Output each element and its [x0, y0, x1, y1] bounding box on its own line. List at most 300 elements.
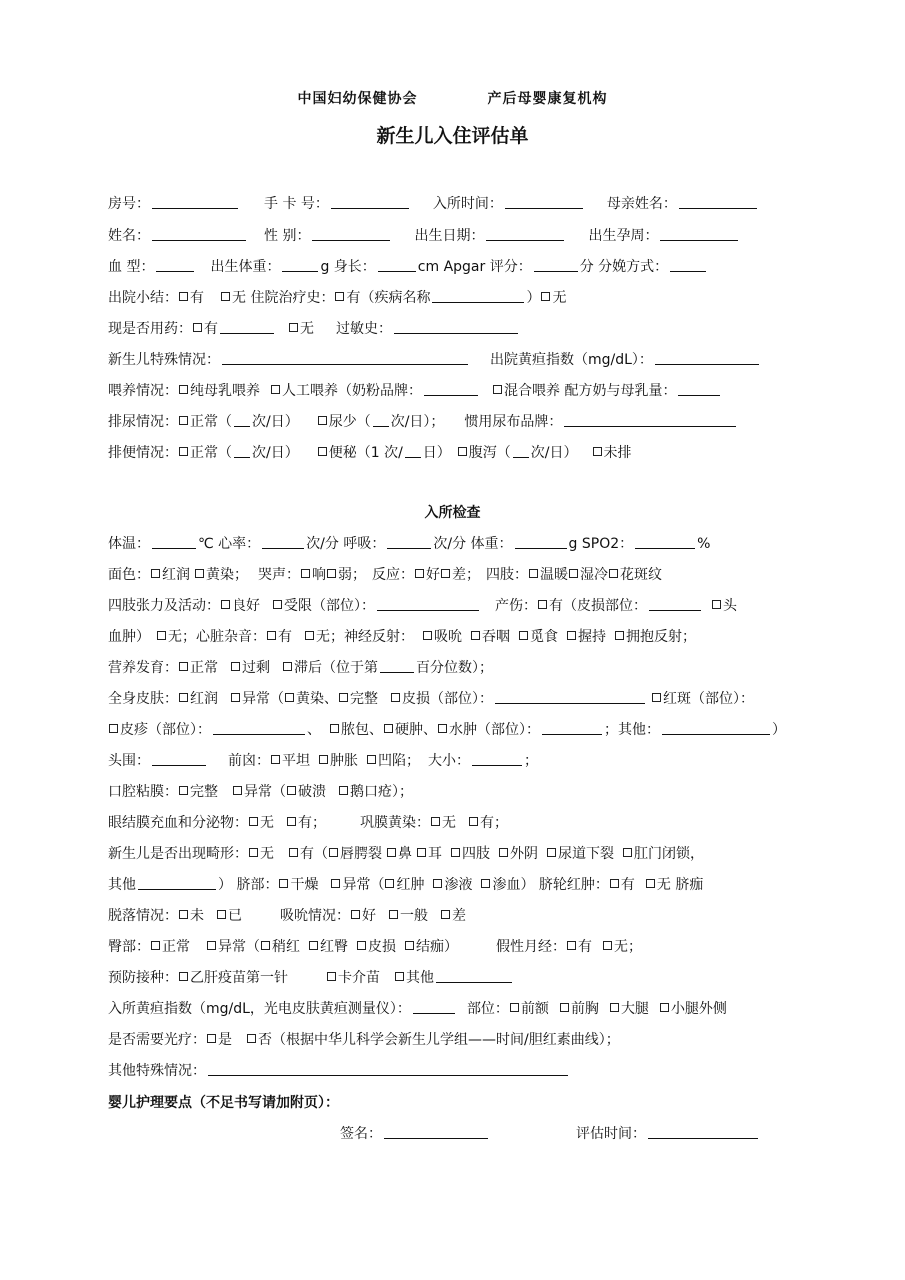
option-slight-red: 稍红	[272, 939, 300, 955]
exam-line-10	[108, 812, 508, 834]
checkbox[interactable]	[151, 569, 160, 578]
option-normal: 正常	[162, 939, 190, 955]
option-skin-injury: 有（皮损部位：	[549, 598, 647, 614]
checkbox[interactable]	[646, 879, 655, 888]
option-ruddy: 红润	[190, 691, 218, 707]
checkbox[interactable]	[610, 879, 619, 888]
checkbox[interactable]	[179, 972, 188, 981]
option-hypospadias: 尿道下裂	[558, 846, 614, 862]
label-length: g 身长：	[320, 259, 376, 275]
admission-jaundice-field[interactable]	[413, 998, 455, 1014]
unit-times-day: 次/日）；	[390, 414, 445, 430]
label-hospital-treatment: 无 住院治疗史：	[232, 290, 335, 306]
option-mixed: 混合喂养 配方奶与母乳量：	[504, 383, 677, 399]
fontanelle-size-field[interactable]	[472, 750, 522, 766]
option-limited: 受限（部位）：	[284, 598, 375, 614]
checkbox[interactable]	[157, 631, 166, 640]
exam-line-5	[108, 657, 493, 679]
form-title: 新生儿入住评估单	[376, 125, 529, 147]
label-pseudo-menses: 假性月经：	[496, 939, 566, 955]
label-respiration: 次/分 呼吸：	[306, 536, 386, 552]
option-lagging: 滞后（位于第	[294, 660, 378, 676]
label-scleral-jaundice: 巩膜黄染：	[360, 815, 430, 831]
checkbox[interactable]	[567, 941, 576, 950]
option-sucking: 吸吮	[434, 629, 462, 645]
head-circumference-field[interactable]	[152, 750, 206, 766]
option-swollen: 肿胀	[330, 753, 358, 769]
option-formula: 人工喂养（奶粉品牌：	[282, 383, 422, 399]
checkbox[interactable]	[287, 817, 296, 826]
exam-line-8	[108, 750, 538, 772]
label-neuro-reflex: 无；神经反射：	[316, 629, 414, 645]
paren-close: ）	[526, 290, 541, 306]
checkbox[interactable]	[287, 786, 296, 795]
checkbox[interactable]	[231, 662, 240, 671]
checkbox[interactable]	[331, 879, 340, 888]
option-forehead: 前额	[520, 1001, 549, 1017]
unit-times-day: 次/日）	[252, 414, 299, 430]
checkbox[interactable]	[249, 848, 258, 857]
checkbox[interactable]	[179, 447, 188, 456]
checkbox[interactable]	[301, 569, 310, 578]
checkbox[interactable]	[357, 941, 366, 950]
option-yellow: 黄染；	[206, 567, 248, 583]
option-good: 好	[362, 908, 376, 924]
label-apgar: cm Apgar 评分：	[417, 259, 532, 275]
checkbox[interactable]	[221, 600, 230, 609]
checkbox[interactable]	[305, 631, 314, 640]
checkbox[interactable]	[179, 292, 188, 301]
option-constipation: 便秘（1 次/	[328, 445, 403, 461]
label-nutrition: 营养发育：	[108, 660, 178, 676]
option-skin-lesion: 皮损（部位）：	[402, 691, 493, 707]
respiration-field[interactable]	[387, 533, 431, 549]
weight-field[interactable]	[515, 533, 567, 549]
option-sunken: 凹陷；	[378, 753, 420, 769]
medication-field[interactable]	[220, 318, 274, 334]
option-scab: 结痂）	[416, 939, 458, 955]
checkbox[interactable]	[431, 817, 440, 826]
checkbox[interactable]	[510, 1003, 519, 1012]
form-line-5	[108, 318, 520, 340]
checkbox[interactable]	[179, 662, 188, 671]
checkbox[interactable]	[423, 631, 432, 640]
checkbox[interactable]	[547, 848, 556, 857]
label-conjunctiva: 眼结膜充血和分泌物：	[108, 815, 248, 831]
form-line-6	[108, 349, 761, 371]
checkbox[interactable]	[279, 879, 288, 888]
signature-field[interactable]	[384, 1123, 488, 1139]
form-line-8	[108, 411, 738, 433]
checkbox[interactable]	[179, 385, 188, 394]
checkbox[interactable]	[261, 941, 270, 950]
checkbox[interactable]	[433, 879, 442, 888]
checkbox[interactable]	[207, 941, 216, 950]
checkbox[interactable]	[438, 724, 447, 733]
option-average: 一般	[400, 908, 428, 924]
label-hand-card: 手 卡 号：	[264, 196, 329, 212]
label-signature: 签名：	[340, 1126, 382, 1142]
checkbox[interactable]	[652, 693, 661, 702]
checkbox[interactable]	[529, 569, 538, 578]
option-weak: 弱；	[338, 567, 366, 583]
label-blood-type: 血 型：	[108, 259, 155, 275]
blood-type-field[interactable]	[156, 256, 194, 272]
option-not-yet: 未	[190, 908, 204, 924]
admission-time-field[interactable]	[505, 193, 583, 209]
checkbox[interactable]	[151, 941, 160, 950]
checkbox[interactable]	[415, 569, 424, 578]
option-moro: 拥抱反射；	[626, 629, 696, 645]
label-vaccination: 预防接种：	[108, 970, 178, 986]
option-rash: 皮疹（部位）：	[120, 722, 211, 738]
checkbox[interactable]	[217, 910, 226, 919]
label-assessment-time: 评估时间：	[576, 1126, 646, 1142]
checkbox[interactable]	[273, 600, 282, 609]
option-yes: 有	[278, 629, 292, 645]
checkbox[interactable]	[385, 879, 394, 888]
label-deformity: 新生儿是否出现畸形：	[108, 846, 248, 862]
delivery-mode-field[interactable]	[670, 256, 706, 272]
urination-normal-count[interactable]	[234, 411, 250, 427]
option-erythema: 红斑（部位）：	[663, 691, 754, 707]
checkbox[interactable]	[610, 1003, 619, 1012]
label-weight: 次/分 体重：	[433, 536, 513, 552]
option-nose: 鼻	[398, 846, 412, 862]
checkbox[interactable]	[318, 447, 327, 456]
checkbox[interactable]	[330, 724, 339, 733]
checkbox[interactable]	[560, 1003, 569, 1012]
checkbox[interactable]	[339, 786, 348, 795]
checkbox[interactable]	[193, 323, 202, 332]
option-abnormal: 异常（	[342, 877, 385, 893]
label-scab-shedding: 脱落情况：	[108, 908, 178, 924]
option-good: 好	[426, 567, 440, 583]
checkbox[interactable]	[283, 662, 292, 671]
exam-line-14	[108, 936, 642, 958]
label-skin: 全身皮肤：	[108, 691, 178, 707]
separator: 、	[307, 722, 321, 738]
checkbox[interactable]	[285, 693, 294, 702]
option-mottled: 花斑纹	[620, 567, 662, 583]
exam-line-15	[108, 967, 514, 989]
constipation-days[interactable]	[405, 442, 421, 458]
label-care-points: 婴儿护理要点（不足书写请加附页）：	[108, 1095, 339, 1111]
label-heart-rate: ℃ 心率：	[198, 536, 261, 552]
organization-header	[0, 88, 905, 108]
checkbox[interactable]	[499, 848, 508, 857]
option-yes: 是	[218, 1032, 232, 1048]
label-reaction: 反应：	[372, 567, 414, 583]
label-discharge-jaundice: 出院黄疸指数（mg/dL）：	[490, 352, 653, 368]
checkbox[interactable]	[249, 817, 258, 826]
label-urination: 排尿情况：	[108, 414, 178, 430]
option-no: 无	[260, 846, 274, 862]
checkbox[interactable]	[441, 910, 450, 919]
option-outer-calf: 小腿外侧	[670, 1001, 727, 1017]
checkbox[interactable]	[329, 848, 338, 857]
label-mother-name: 母亲姓名：	[606, 196, 677, 212]
other-skin-field[interactable]	[662, 719, 770, 735]
checkbox[interactable]	[289, 323, 298, 332]
rash-site-field[interactable]	[213, 719, 305, 735]
allergy-field[interactable]	[394, 318, 518, 334]
option-less: 尿少（	[328, 414, 371, 430]
percentile-field[interactable]	[380, 657, 414, 673]
checkbox[interactable]	[609, 569, 618, 578]
diaper-brand-field[interactable]	[564, 411, 736, 427]
label-head-circumference: 头围：	[108, 753, 150, 769]
option-no: 无	[442, 815, 456, 831]
label-limb-tone: 四肢张力及活动：	[108, 598, 220, 614]
label-birth-date: 出生日期：	[414, 228, 485, 244]
checkbox[interactable]	[289, 848, 298, 857]
checkbox[interactable]	[231, 693, 240, 702]
checkbox[interactable]	[327, 972, 336, 981]
exam-line-13	[108, 905, 466, 927]
assessment-time-field[interactable]	[648, 1123, 758, 1139]
option-yes: 有	[204, 321, 218, 337]
checkbox[interactable]	[327, 569, 336, 578]
spo2-field[interactable]	[635, 533, 695, 549]
name-field[interactable]	[152, 225, 246, 241]
skin-injury-site-field[interactable]	[649, 595, 701, 611]
option-bleeding: 渗血） 脐轮红肿：	[492, 877, 609, 893]
option-red-swelling: 红肿	[396, 877, 425, 893]
exam-line-4	[108, 626, 696, 648]
birth-date-field[interactable]	[486, 225, 564, 241]
edema-site-field[interactable]	[542, 719, 602, 735]
checkbox[interactable]	[391, 693, 400, 702]
option-yes: 有（	[300, 846, 328, 862]
label-feeding: 喂养情况：	[108, 383, 178, 399]
option-hematoma: 血肿）	[108, 629, 150, 645]
checkbox[interactable]	[319, 755, 328, 764]
option-edema: 水肿（部位）：	[449, 722, 540, 738]
option-yes: 有	[620, 877, 635, 893]
length-field[interactable]	[378, 256, 416, 272]
checkbox[interactable]	[367, 755, 376, 764]
other-special-field[interactable]	[208, 1060, 568, 1076]
label-umbilical-scab: 无 脐痂	[656, 877, 704, 893]
skin-lesion-site-field[interactable]	[495, 688, 645, 704]
exam-line-17	[108, 1029, 620, 1051]
checkbox[interactable]	[179, 693, 188, 702]
care-points-heading	[108, 1092, 339, 1114]
checkbox[interactable]	[471, 631, 480, 640]
checkbox[interactable]	[660, 1003, 669, 1012]
unit-times-day: 次/日）	[252, 445, 299, 461]
temperature-field[interactable]	[152, 533, 196, 549]
option-swallowing: 吞咽	[482, 629, 510, 645]
checkbox[interactable]	[179, 910, 188, 919]
checkbox[interactable]	[712, 600, 721, 609]
checkbox[interactable]	[318, 416, 327, 425]
option-yes: 有；	[480, 815, 508, 831]
option-ruddy: 红润	[162, 567, 190, 583]
checkbox[interactable]	[458, 447, 467, 456]
limited-site-field[interactable]	[377, 595, 479, 611]
formula-brand-field[interactable]	[424, 380, 478, 396]
option-no: 无；	[614, 939, 642, 955]
option-diarrhea: 腹泻（	[468, 445, 511, 461]
urination-less-count[interactable]	[373, 411, 389, 427]
checkbox[interactable]	[615, 631, 624, 640]
label-gender: 性 别：	[264, 228, 311, 244]
special-condition-field[interactable]	[222, 349, 468, 365]
option-breastfeeding: 纯母乳喂养	[190, 383, 260, 399]
checkbox[interactable]	[389, 910, 398, 919]
checkbox[interactable]	[109, 724, 118, 733]
option-jaundice: 黄染、	[296, 691, 338, 707]
option-abnormal: 异常（	[242, 691, 284, 707]
label-sucking: 吸吮情况：	[280, 908, 350, 924]
exam-line-6	[108, 688, 754, 710]
checkbox[interactable]	[623, 848, 632, 857]
checkbox[interactable]	[451, 848, 460, 857]
option-excess: 过剩	[242, 660, 270, 676]
checkbox[interactable]	[335, 292, 344, 301]
exam-line-7	[108, 719, 786, 741]
checkbox[interactable]	[384, 724, 393, 733]
checkbox[interactable]	[405, 941, 414, 950]
option-thrush: 鹅口疮）；	[350, 784, 413, 800]
other-deformity-field[interactable]	[138, 874, 216, 890]
option-yes: 有	[578, 939, 592, 955]
form-line-2	[108, 225, 740, 247]
checkbox[interactable]	[387, 848, 396, 857]
option-intact: 完整	[190, 784, 218, 800]
label-admission-time: 入所时间：	[432, 196, 503, 212]
checkbox[interactable]	[481, 879, 490, 888]
diarrhea-count[interactable]	[513, 442, 529, 458]
option-no-guideline: 否（根据中华儿科学会新生儿学组——时间/胆红素曲线）；	[258, 1032, 620, 1048]
unit-times-day: 次/日）	[530, 445, 578, 461]
label-buttocks: 臀部：	[108, 939, 150, 955]
checkbox[interactable]	[519, 631, 528, 640]
mixed-amount-field[interactable]	[678, 380, 720, 396]
label-special-condition: 新生儿特殊情况：	[108, 352, 220, 368]
option-good: 良好	[232, 598, 260, 614]
checkbox[interactable]	[207, 1034, 216, 1043]
room-field[interactable]	[152, 193, 238, 209]
discharge-jaundice-field[interactable]	[655, 349, 759, 365]
checkbox[interactable]	[567, 631, 576, 640]
exam-line-18	[108, 1060, 570, 1082]
checkbox[interactable]	[593, 447, 602, 456]
checkbox[interactable]	[179, 416, 188, 425]
org-name: 中国妇幼保健协会	[297, 91, 418, 107]
defecation-normal-count[interactable]	[234, 442, 250, 458]
label-allergy: 过敏史：	[336, 321, 392, 337]
label-complexion: 面色：	[108, 567, 150, 583]
gestational-week-field[interactable]	[660, 225, 738, 241]
checkbox[interactable]	[469, 817, 478, 826]
gender-field[interactable]	[312, 225, 390, 241]
option-diaper-rash: 红臀	[320, 939, 348, 955]
other-vaccine-field[interactable]	[436, 967, 512, 983]
form-line-7	[108, 380, 722, 402]
checkbox[interactable]	[441, 569, 450, 578]
section-title-exam: 入所检查	[424, 505, 481, 521]
checkbox[interactable]	[493, 385, 502, 394]
label-other-special: 其他特殊情况：	[108, 1063, 206, 1079]
option-normal: 正常（	[190, 414, 232, 430]
checkbox[interactable]	[271, 385, 280, 394]
form-line-3	[108, 256, 708, 278]
option-thigh: 大腿	[620, 1001, 649, 1017]
checkbox[interactable]	[339, 693, 348, 702]
label-name: 姓名：	[108, 228, 150, 244]
exam-line-11	[108, 843, 704, 865]
checkbox[interactable]	[569, 569, 578, 578]
label-oral-mucosa: 口腔粘膜：	[108, 784, 178, 800]
checkbox[interactable]	[271, 755, 280, 764]
hand-card-field[interactable]	[331, 193, 409, 209]
checkbox[interactable]	[179, 786, 188, 795]
option-disease-name: 有（疾病名称	[346, 290, 431, 306]
checkbox[interactable]	[538, 600, 547, 609]
disease-name-field[interactable]	[432, 287, 524, 303]
mother-name-field[interactable]	[679, 193, 757, 209]
option-skin-lesion: 皮损	[368, 939, 396, 955]
label-spo2: g SPO2：	[568, 536, 634, 552]
checkbox[interactable]	[267, 631, 276, 640]
option-poor: 差	[452, 908, 466, 924]
label-umbilicus: ） 脐部：	[218, 877, 279, 893]
label-other: ；其他：	[604, 722, 660, 738]
checkbox[interactable]	[395, 972, 404, 981]
option-no: 无	[300, 321, 314, 337]
exam-line-1	[108, 533, 710, 555]
checkbox[interactable]	[309, 941, 318, 950]
label-phototherapy: 是否需要光疗：	[108, 1032, 206, 1048]
checkbox[interactable]	[221, 292, 230, 301]
option-chest: 前胸	[570, 1001, 599, 1017]
label-defecation: 排便情况：	[108, 445, 178, 461]
option-head: 头	[723, 598, 737, 614]
heart-rate-field[interactable]	[262, 533, 304, 549]
label-site: 部位：	[466, 1001, 509, 1017]
option-rooting: 觅食	[530, 629, 558, 645]
label-admission-jaundice: 入所黄疸指数（mg/dL，光电皮肤黄疸测量仪）：	[108, 1001, 411, 1017]
option-not-passed: 未排	[603, 445, 632, 461]
option-ulcer: 破溃	[298, 784, 326, 800]
checkbox[interactable]	[351, 910, 360, 919]
label-heart-murmur: 无；心脏杂音：	[168, 629, 266, 645]
checkbox[interactable]	[541, 292, 550, 301]
form-line-4	[108, 287, 566, 309]
option-cleft-lip: 唇腭裂	[340, 846, 382, 862]
option-normal: 正常	[190, 660, 218, 676]
checkbox[interactable]	[195, 569, 204, 578]
option-abnormal: 异常（	[218, 939, 260, 955]
option-no: 无	[260, 815, 274, 831]
paren-close: ）	[772, 722, 786, 738]
option-other: 其他	[406, 970, 434, 986]
apgar-field[interactable]	[534, 256, 578, 272]
checkbox[interactable]	[247, 1034, 256, 1043]
option-flat: 平坦	[282, 753, 310, 769]
birth-weight-field[interactable]	[282, 256, 318, 272]
checkbox[interactable]	[417, 848, 426, 857]
exam-line-9	[108, 781, 413, 803]
option-dry: 干燥	[290, 877, 319, 893]
checkbox[interactable]	[233, 786, 242, 795]
option-loud: 响	[312, 567, 326, 583]
option-yes: 有	[190, 290, 204, 306]
checkbox[interactable]	[603, 941, 612, 950]
